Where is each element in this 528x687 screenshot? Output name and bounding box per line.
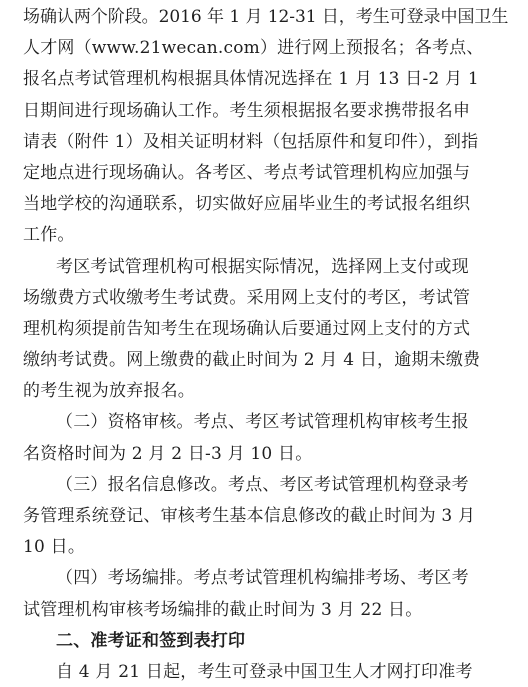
paragraph-line: 当地学校的沟通联系，切实做好应届毕业生的考试报名组织 xyxy=(23,194,471,214)
paragraph-line: 理机构须提前告知考生在现场确认后要通过网上支付的方式 xyxy=(23,319,471,339)
paragraph-line: 缴纳考试费。网上缴费的截止时间为 2 月 4 日，逾期未缴费 xyxy=(23,350,481,370)
paragraph-line: （三）报名信息修改。考点、考区考试管理机构登录考 xyxy=(56,475,469,495)
paragraph-line: 人才网（www.21wecan.com）进行网上预报名；各考点、 xyxy=(23,38,484,58)
paragraph-line: （四）考场编排。考点考试管理机构编排考场、考区考 xyxy=(56,568,469,588)
paragraph-line: 场缴费方式收缴考生考试费。采用网上支付的考区，考试管 xyxy=(23,288,471,308)
paragraph-line: 日期间进行现场确认工作。考生须根据报名要求携带报名申 xyxy=(23,101,471,121)
paragraph-line: 请表（附件 1）及相关证明材料（包括原件和复印件），到指 xyxy=(23,132,479,152)
paragraph-line: 定地点进行现场确认。各考区、考点考试管理机构应加强与 xyxy=(23,163,471,183)
paragraph-line: 考区考试管理机构可根据实际情况，选择网上支付或现 xyxy=(56,257,469,277)
section-heading: 二、准考证和签到表打印 xyxy=(56,631,246,651)
paragraph-line: 报名点考试管理机构根据具体情况选择在 1 月 13 日-2 月 1 xyxy=(23,69,479,89)
paragraph-line: 工作。 xyxy=(23,225,75,245)
paragraph-line: 名资格时间为 2 月 2 日-3 月 10 日。 xyxy=(23,444,313,464)
paragraph-line: 自 4 月 21 日起，考生可登录中国卫生人才网打印准考 xyxy=(56,662,473,682)
paragraph-line: 试管理机构审核考场编排的截止时间为 3 月 22 日。 xyxy=(23,600,423,620)
paragraph-line: 的考生视为放弃报名。 xyxy=(23,381,195,401)
paragraph-line: 务管理系统登记、审核考生基本信息修改的截止时间为 3 月 xyxy=(23,506,476,526)
paragraph-line: 场确认两个阶段。2016 年 1 月 12-31 日，考生可登录中国卫生 xyxy=(23,7,509,27)
paragraph-line: 10 日。 xyxy=(23,537,86,557)
paragraph-line: （二）资格审核。考点、考区考试管理机构审核考生报 xyxy=(56,412,469,432)
